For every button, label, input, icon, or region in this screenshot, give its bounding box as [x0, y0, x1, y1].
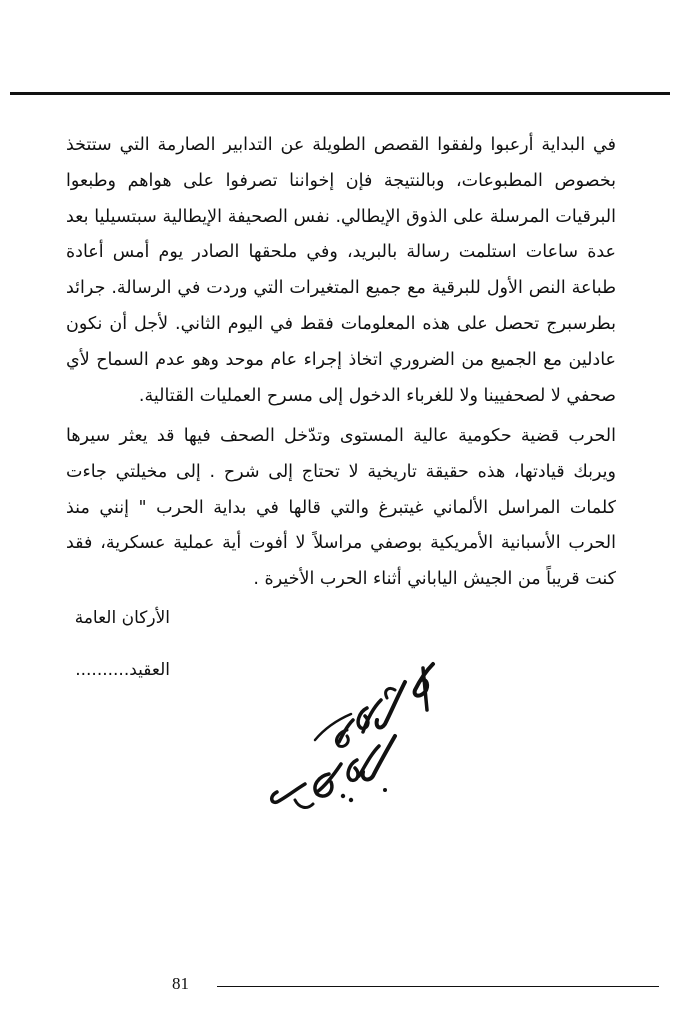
handwritten-signature [255, 650, 445, 820]
closing-general-staff: الأركان العامة [74, 608, 170, 628]
body-paragraph-1: في البداية أرعبوا ولفقوا القصص الطويلة عن التدابير الصارمة التي ستتخذ بخصوص المطبوعات، وبالنتيجة فإن إخواننا تصرفوا على هواهم وطبعوا البرقيات المرسلة على الذوق الإيطالي. نفس الصحيفة الإيطالية سبتسيليا بعد عدة ساعات استلمت رسالة بالبريد، وفي ملحقها الصادر يوم أمس أعادة طباعة النص الأول للبرقية مع جميع المتغيرات التي وردت في الرسالة. جرائد بطرسبرج تحصل على هذه المعلومات فقط في اليوم الثاني. لأجل أن نكون عادلين مع الجميع من الضروري اتخاذ إجراء عام موحد وهو عدم السماح لأي صحفي لا لصحفيينا ولا للغرباء الدخول إلى مسرح العمليات القتالية. [66, 135, 616, 406]
closing-colonel: العقيد.......... [75, 660, 170, 680]
bottom-rule [217, 986, 659, 987]
body-paragraph-2: الحرب قضية حكومية عالية المستوى وتدّخل الصحف فيها قد يعثر سيرها ويربك قيادتها، هذه حقيقة تاريخية لا تحتاج إلى شرح . إلى مخيلتي جاءت كلمات المراسل الألماني غيتبرغ والتي قالها في بداية الحرب " إنني منذ الحرب الأسبانية الأمريكية بوصفي مراسلاً لا أفوت أية عملية عسكرية، فقد كنت قريباً من الجيش الياباني أثناء الحرب الأخيرة . [66, 426, 616, 590]
top-rule [10, 92, 670, 95]
page-number: 81 [172, 974, 189, 993]
